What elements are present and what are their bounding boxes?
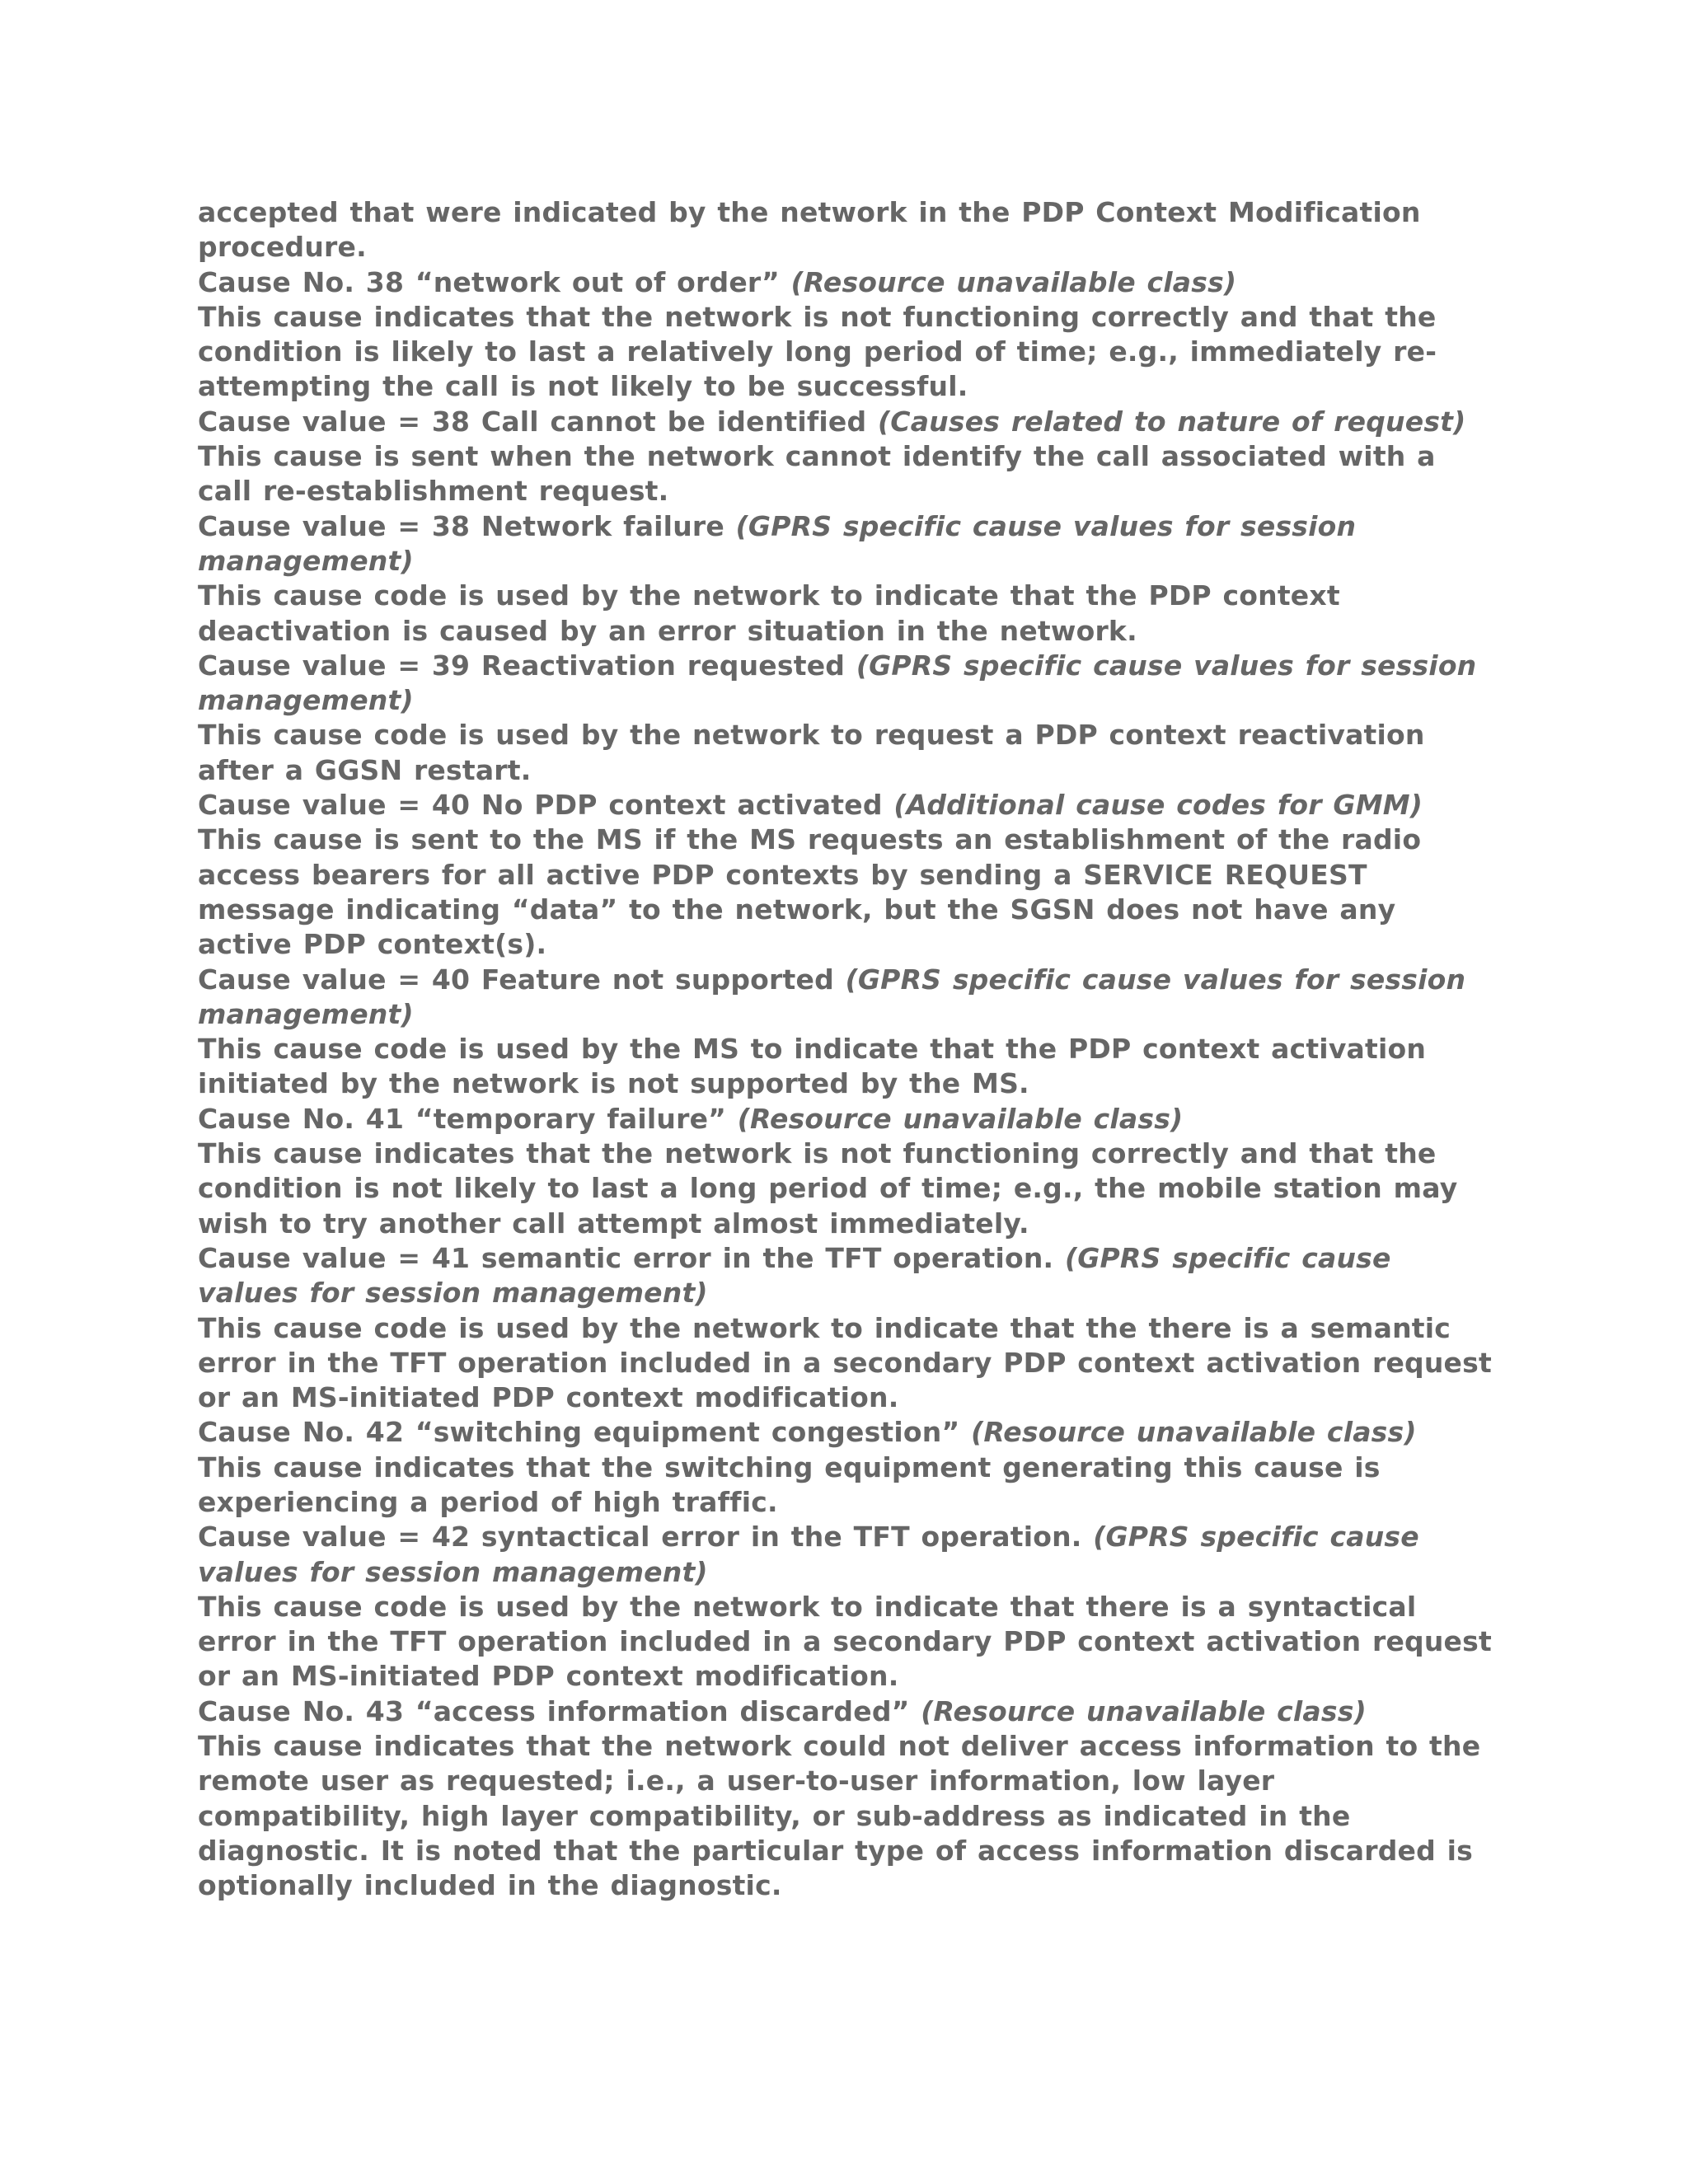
cause-title: Cause value = 40 Feature not supported xyxy=(198,963,834,996)
document-page xyxy=(198,195,1492,1904)
description-text xyxy=(198,300,1492,405)
cause-heading xyxy=(198,1102,1492,1137)
cause-class: (GPRS specific cause values for session management) xyxy=(198,1241,1391,1310)
cause-class: (Additional cause codes for GMM) xyxy=(893,789,1423,822)
paragraph-text: This cause code is used by the network to indicate that the PDP context deactivation is caused by an error situation in the network. xyxy=(198,579,1340,647)
description-text xyxy=(198,1590,1492,1694)
cause-heading xyxy=(198,1520,1492,1590)
paragraph-text: This cause code is used by the network to request a PDP context reactivation after a GGSN restart. xyxy=(198,719,1425,786)
cause-heading xyxy=(198,509,1492,579)
cause-heading xyxy=(198,1241,1492,1311)
description-text xyxy=(198,1311,1492,1416)
cause-heading xyxy=(198,1694,1492,1729)
paragraph-text: This cause is sent to the MS if the MS requests an establishment of the radio access bearers for all active PDP contexts by sending a SERVICE REQUEST message indicating “data” to the network, but the SGSN does not have any active PDP context(s). xyxy=(198,823,1422,961)
cause-class: (Resource unavailable class) xyxy=(790,265,1237,298)
paragraph-text: This cause indicates that the network could not deliver access information to the remote user as requested; i.e., a user-to-user information, low layer compatibility, high layer compatibility, or sub-address as indicated in the diagnostic. It is noted that the particular type of access information discarded is optionally included in the diagnostic. xyxy=(198,1730,1481,1902)
paragraph-text: This cause indicates that the network is not functioning correctly and that the condition is not likely to last a long period of time; e.g., the mobile station may wish to try another call attempt almost immediately. xyxy=(198,1137,1458,1240)
cause-heading xyxy=(198,788,1492,823)
paragraph-text: This cause code is used by the MS to indicate that the PDP context activation initiated by the network is not supported by the MS. xyxy=(198,1033,1427,1100)
cause-heading xyxy=(198,963,1492,1033)
cause-title: Cause value = 40 No PDP context activated xyxy=(198,789,883,822)
cause-heading xyxy=(198,1415,1492,1450)
paragraph-text: This cause code is used by the network to indicate that there is a syntactical error in the TFT operation included in a secondary PDP context activation request or an MS-initiated PDP context modification. xyxy=(198,1590,1492,1693)
cause-class: (Resource unavailable class) xyxy=(737,1102,1184,1135)
description-text xyxy=(198,718,1492,788)
paragraph-text: accepted that were indicated by the network in the PDP Context Modification procedure. xyxy=(198,196,1421,264)
cause-title: Cause value = 41 semantic error in the TFT operation. xyxy=(198,1241,1054,1274)
cause-class: (Causes related to nature of request) xyxy=(878,405,1466,438)
paragraph-text: This cause indicates that the switching equipment generating this cause is experiencing a period of high traffic. xyxy=(198,1451,1381,1518)
cause-class: (GPRS specific cause values for session management) xyxy=(198,649,1477,717)
description-text xyxy=(198,823,1492,962)
description-text xyxy=(198,1137,1492,1241)
cause-class: (GPRS specific cause values for session management) xyxy=(198,1521,1419,1588)
cause-heading xyxy=(198,405,1492,439)
cause-class: (Resource unavailable class) xyxy=(921,1694,1367,1727)
cause-heading xyxy=(198,265,1492,300)
paragraph-text: This cause is sent when the network cannot identify the call associated with a call re-establishment request. xyxy=(198,440,1436,508)
cause-title: Cause No. 42 “switching equipment congestion” xyxy=(198,1416,960,1449)
cause-title: Cause No. 43 “access information discarded” xyxy=(198,1694,910,1727)
cause-title: Cause value = 38 Call cannot be identified xyxy=(198,405,867,438)
cause-title: Cause value = 42 syntactical error in the TFT operation. xyxy=(198,1521,1082,1554)
cause-title: Cause value = 38 Network failure xyxy=(198,509,724,542)
paragraph-text: This cause code is used by the network to indicate that the there is a semantic error in the TFT operation included in a secondary PDP context activation request or an MS-initiated PDP context modification. xyxy=(198,1311,1492,1414)
description-text xyxy=(198,195,1492,265)
cause-title: Cause No. 41 “temporary failure” xyxy=(198,1102,727,1135)
description-text xyxy=(198,439,1492,509)
cause-title: Cause No. 38 “network out of order” xyxy=(198,265,780,298)
description-text xyxy=(198,1729,1492,1903)
description-text xyxy=(198,1451,1492,1521)
description-text xyxy=(198,1032,1492,1102)
cause-class: (GPRS specific cause values for session management) xyxy=(198,509,1357,577)
paragraph-text: This cause indicates that the network is not functioning correctly and that the condition is likely to last a relatively long period of time; e.g., immediately re-attempting the call is not likely to be successful. xyxy=(198,300,1437,403)
description-text xyxy=(198,579,1492,649)
cause-class: (Resource unavailable class) xyxy=(971,1416,1417,1449)
cause-title: Cause value = 39 Reactivation requested xyxy=(198,649,846,682)
cause-heading xyxy=(198,649,1492,719)
cause-class: (GPRS specific cause values for session management) xyxy=(198,963,1466,1030)
